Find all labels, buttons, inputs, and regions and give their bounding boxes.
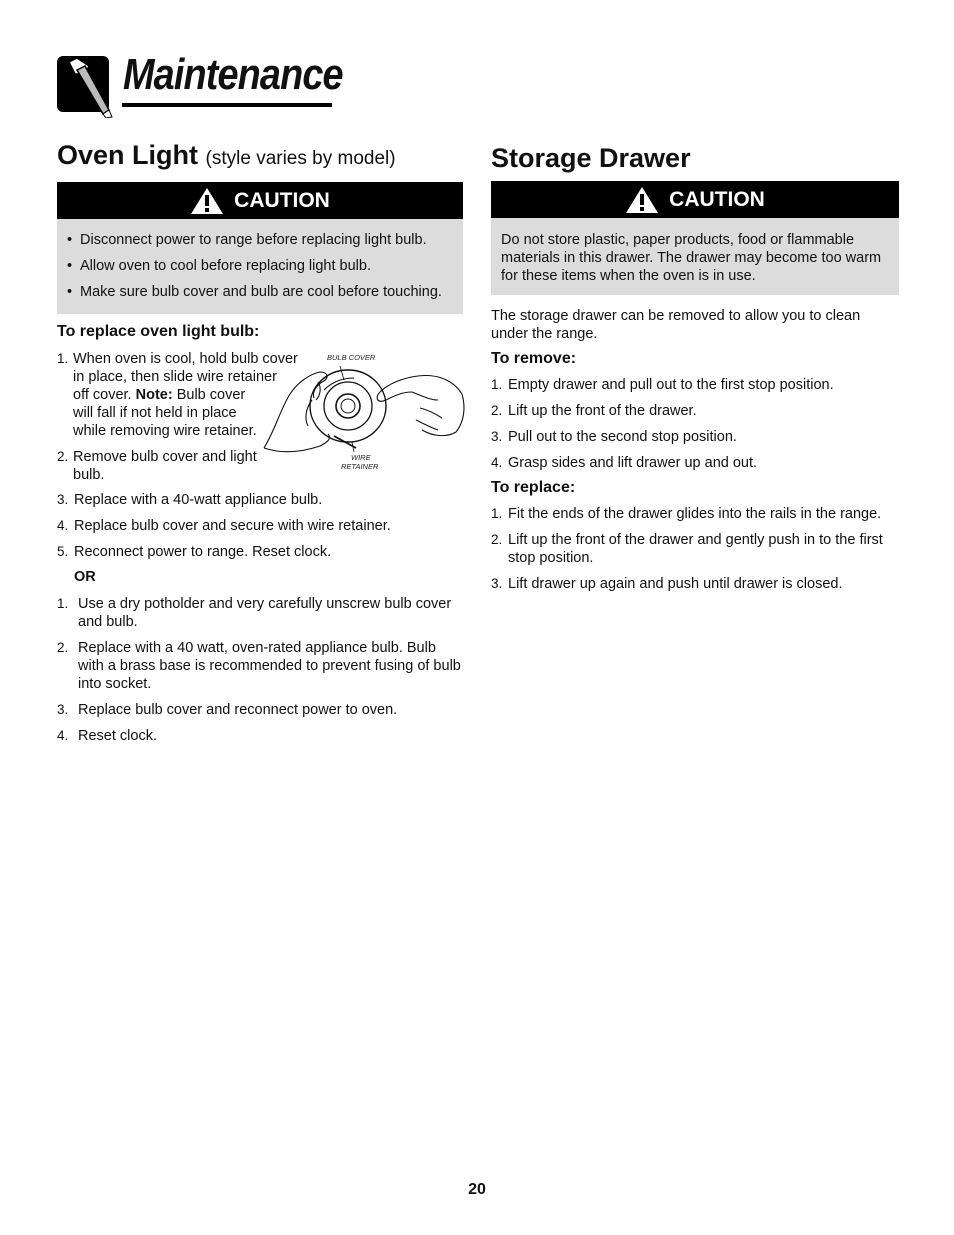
step-line: will fall if not held in place xyxy=(73,405,237,421)
step-text: Use a dry potholder and very carefully unscrew bulb cover and bulb. xyxy=(78,596,452,630)
bulb-step-2 xyxy=(57,448,277,484)
step-line: while removing wire retainer. xyxy=(73,423,257,439)
screwdriver-icon xyxy=(55,52,115,118)
list-item xyxy=(57,595,463,631)
storage-drawer-intro: The storage drawer can be removed to allow you to clean under the range. xyxy=(491,308,861,342)
oven-light-subtitle: (style varies by model) xyxy=(205,148,396,169)
oven-light-caution-bar xyxy=(57,182,463,219)
step-number: 1. xyxy=(491,506,503,521)
to-remove-heading: To remove: xyxy=(491,350,577,367)
list-item xyxy=(57,543,463,561)
step-text: Replace with a 40-watt appliance bulb. xyxy=(74,492,323,508)
step-number: 3. xyxy=(491,576,503,591)
step-number: 1. xyxy=(491,377,503,392)
storage-drawer-title: Storage Drawer xyxy=(491,143,691,173)
step-number: 2. xyxy=(57,449,69,464)
list-item xyxy=(57,491,463,509)
step-text: Reconnect power to range. Reset clock. xyxy=(74,544,332,560)
step-line: bulb. xyxy=(73,467,105,483)
list-item xyxy=(491,505,899,523)
storage-drawer-caution-bar xyxy=(491,181,899,218)
step-text: Fit the ends of the drawer glides into the rails in the range. xyxy=(508,506,882,522)
step-number: 1. xyxy=(57,351,69,366)
warning-icon xyxy=(190,187,224,215)
list-item xyxy=(57,727,463,745)
caution-label: CAUTION xyxy=(669,187,765,211)
replace-bulb-heading: To replace oven light bulb: xyxy=(57,323,260,340)
list-item xyxy=(57,701,463,719)
page-number: 20 xyxy=(468,1181,486,1198)
list-item xyxy=(491,402,899,420)
caution-bullet: • Make sure bulb cover and bulb are cool before touching. xyxy=(65,283,455,301)
storage-drawer-caution-body xyxy=(491,218,899,295)
step-number: 2. xyxy=(57,640,69,655)
step-text: Replace bulb cover and reconnect power to oven. xyxy=(78,702,398,718)
bulb-steps-list-b xyxy=(57,595,463,753)
wire-retainer-label-1: WIRE xyxy=(351,453,371,462)
step-text: Grasp sides and lift drawer up and out. xyxy=(508,455,758,471)
to-replace-heading: To replace: xyxy=(491,479,576,496)
step-number: 4. xyxy=(57,518,69,533)
step-number: 5. xyxy=(57,544,69,559)
step-text: Bulb cover xyxy=(176,387,246,403)
note-label: Note: xyxy=(135,387,173,403)
title-underline xyxy=(122,103,332,107)
step-line: Remove bulb cover and light xyxy=(73,449,257,465)
caution-bullet: • Allow oven to cool before replacing light bulb. xyxy=(65,257,455,275)
replace-steps-list xyxy=(491,505,899,601)
step-line: When oven is cool, hold bulb cover xyxy=(73,351,298,367)
list-item xyxy=(491,428,899,446)
oven-light-caution-body xyxy=(57,219,463,314)
remove-steps-list xyxy=(491,376,899,480)
list-item xyxy=(491,531,899,567)
caution-label: CAUTION xyxy=(234,188,330,212)
step-number: 3. xyxy=(57,492,69,507)
step-text: Lift drawer up again and push until drawer is closed. xyxy=(508,576,843,592)
step-text: Lift up the front of the drawer. xyxy=(508,403,697,419)
step-number: 3. xyxy=(57,702,69,717)
list-item xyxy=(491,454,899,472)
step-text: Replace bulb cover and secure with wire retainer. xyxy=(74,518,391,534)
step-text: Pull out to the second stop position. xyxy=(508,429,737,445)
warning-icon xyxy=(625,186,659,214)
bulb-steps-list-a xyxy=(57,491,463,569)
list-item xyxy=(491,376,899,394)
step-number: 3. xyxy=(491,429,503,444)
step-text: Lift up the front of the drawer and gently push in to the first stop position. xyxy=(508,532,883,566)
step-number: 4. xyxy=(57,728,69,743)
list-item xyxy=(57,639,463,693)
caution-text: Do not store plastic, paper products, food or flammable materials in this drawer. The drawer may become too warm for these items when the oven is in use. xyxy=(501,232,882,284)
wire-retainer-label-2: RETAINER xyxy=(341,462,379,471)
step-text: Empty drawer and pull out to the first stop position. xyxy=(508,377,834,393)
step-line: in place, then slide wire retainer xyxy=(73,369,277,385)
list-item xyxy=(57,517,463,535)
step-text: off cover. xyxy=(73,387,132,403)
oven-light-title: Oven Light xyxy=(57,140,198,170)
step-number: 2. xyxy=(491,532,503,547)
list-item xyxy=(491,575,899,593)
step-text: Replace with a 40 watt, oven-rated appliance bulb. Bulb with a brass base is recommended to prevent fusing of bulb into socket. xyxy=(78,640,461,692)
step-number: 1. xyxy=(57,596,69,611)
step-text: Reset clock. xyxy=(78,728,157,744)
step-number: 4. xyxy=(491,455,503,470)
oven-light-heading xyxy=(57,140,396,171)
or-label: OR xyxy=(74,569,96,585)
bulb-cover-illustration xyxy=(262,348,466,474)
page-title: Maintenance xyxy=(123,50,343,99)
bulb-cover-label: BULB COVER xyxy=(327,353,376,362)
caution-bullet: • Disconnect power to range before replacing light bulb. xyxy=(65,231,455,249)
step-number: 2. xyxy=(491,403,503,418)
